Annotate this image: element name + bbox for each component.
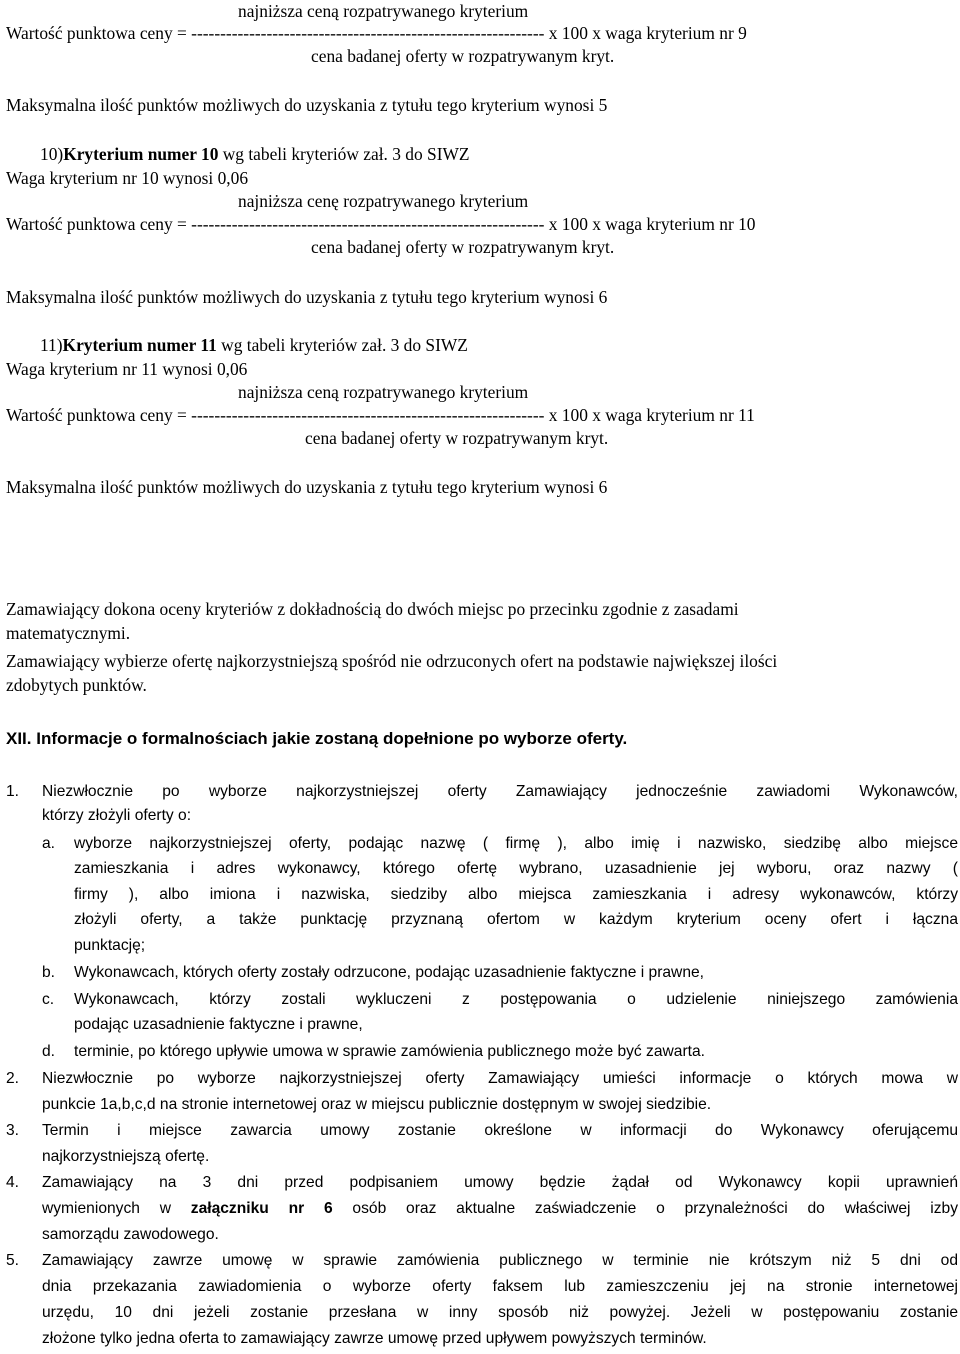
item-2-number: 2. [6,1070,20,1087]
item-d-line1: terminie, po którego upływie umowa w sprawie zamówienia publicznego może być zawarta. [74,1043,705,1060]
item-4-line2-end: osób oraz aktualne zaświadczenie o przynależności do właściwej izby [332,1200,959,1217]
evaluation-p1-line2: matematycznymi. [6,623,131,643]
criterion-10-title [40,143,470,165]
item-3-line2: najkorzystniejszą ofertę. [42,1148,210,1165]
item-5-line3: urzędu, 10 dni jeżeli zostanie przesłana w inny sposób niż powyżej. Jeżeli w postępowaniu zostanie [42,1304,958,1321]
item-c-letter: c. [42,991,55,1008]
criterion-11-denominator: cena badanej oferty w rozpatrywanym kryt. [305,428,609,448]
item-a-line3: firmy ), albo imiona i nazwiska, siedziby albo miejsca zamieszkania i adresy wykonawców, którzy [74,886,958,903]
item-a-line1: wyborze najkorzystniejszej oferty, podając nazwę ( firmę ), albo imię i nazwisko, siedzibę albo miejsce [74,835,958,852]
criterion-10-prefix: 10) [40,144,64,164]
evaluation-p1-line1: Zamawiający dokona oceny kryteriów z dokładnością do dwóch miejsc po przecinku zgodnie z zasadami [6,599,739,619]
criterion-11-bold: Kryterium numer 11 [62,335,217,355]
criterion-10-rest: wg tabeli kryteriów zał. 3 do SIWZ [218,144,470,164]
item-1-line2: którzy złożyli oferty o: [42,807,192,824]
criterion-9-denominator: cena badanej oferty w rozpatrywanym kryt. [311,46,615,66]
item-5-line1: Zamawiający zawrze umowę w sprawie zamówienia publicznego w terminie nie krótszym niż 5 dni od [42,1252,958,1269]
item-3-line1: Termin i miejsce zawarcia umowy zostanie określone w informacji do Wykonawcy oferującemu [42,1122,958,1139]
item-a-line4: złożyli oferty, a także punktację przyznaną ofertom w każdym kryterium oceny ofert i łączna [74,911,958,928]
criterion-11-title [40,334,468,356]
criterion-11-rest: wg tabeli kryteriów zał. 3 do SIWZ [216,335,468,355]
item-b-line1: Wykonawcach, których oferty zostały odrzucone, podając uzasadnienie faktyczne i prawne, [74,964,705,981]
criterion-11-max-points: Maksymalna ilość punktów możliwych do uzyskania z tytułu tego kryterium wynosi 6 [6,477,608,497]
item-c-line2: podając uzasadnienie faktyczne i prawne, [74,1016,363,1033]
item-4-line1: Zamawiający na 3 dni przed podpisaniem umowy będzie żądał od Wykonawcy kopii uprawnień [42,1174,958,1191]
criterion-11-prefix: 11) [40,335,63,355]
item-5-line4: złożone tylko jedna oferta to zamawiający zawrze umowę przed upływem powyższych terminów. [42,1330,707,1347]
attachment-6-reference: załączniku nr 6 [190,1200,333,1217]
item-1-line1: Niezwłocznie po wyborze najkorzystniejszej oferty Zamawiający jednocześnie zawiadomi Wykonawców, [42,783,958,800]
item-c-line1: Wykonawcach, którzy zostali wykluczeni z postępowania o udzielenie niniejszego zamówienia [74,991,958,1008]
item-1-number: 1. [6,783,20,800]
criterion-11-numerator: najniższa ceną rozpatrywanego kryterium [238,382,529,402]
section-xii-heading: XII. Informacje o formalnościach jakie zostaną dopełnione po wyborze oferty. [6,729,628,748]
criterion-10-weight: Waga kryterium nr 10 wynosi 0,06 [6,168,249,188]
criterion-10-formula: Wartość punktowa ceny = ------------------------------------------------------------- x 100 x waga kryterium nr 10 [6,214,756,234]
item-5-line2: dnia przekazania zawiadomienia o wyborze oferty faksem lub zamieszczeniu jej na stronie internetowej [42,1278,958,1295]
evaluation-p2-line2: zdobytych punktów. [6,675,147,695]
item-4-number: 4. [6,1174,20,1191]
item-a-line5: punktację; [74,937,146,954]
criterion-11-weight: Waga kryterium nr 11 wynosi 0,06 [6,359,248,379]
criterion-10-denominator: cena badanej oferty w rozpatrywanym kryt. [311,237,615,257]
item-4-line2 [42,1198,958,1220]
criterion-11-formula: Wartość punktowa ceny = ------------------------------------------------------------- x 100 x waga kryterium nr 11 [6,405,755,425]
criterion-10-max-points: Maksymalna ilość punktów możliwych do uzyskania z tytułu tego kryterium wynosi 6 [6,287,608,307]
item-d-letter: d. [42,1043,56,1060]
item-2-line1: Niezwłocznie po wyborze najkorzystniejszej oferty Zamawiający umieści informacje o których mowa w [42,1070,958,1087]
item-a-letter: a. [42,835,56,852]
criterion-9-max-points: Maksymalna ilość punktów możliwych do uzyskania z tytułu tego kryterium wynosi 5 [6,95,608,115]
criterion-9-numerator: najniższa ceną rozpatrywanego kryterium [238,1,529,21]
item-5-number: 5. [6,1252,20,1269]
criterion-9-formula: Wartość punktowa ceny = ------------------------------------------------------------- x 100 x waga kryterium nr 9 [6,23,747,43]
item-b-letter: b. [42,964,56,981]
item-a-line2: zamieszkania i adres wykonawcy, którego ofertę wybrano, uzasadnienie jej wyboru, oraz nazwy ( [74,860,958,877]
criterion-10-numerator: najniższa cenę rozpatrywanego kryterium [238,191,529,211]
evaluation-p2-line1: Zamawiający wybierze ofertę najkorzystniejszą spośród nie odrzuconych ofert na podstawie największej ilości [6,651,778,671]
item-3-number: 3. [6,1122,20,1139]
item-4-line2-start: wymienionych w [42,1200,191,1217]
item-4-line3: samorządu zawodowego. [42,1226,219,1243]
item-2-line2: punkcie 1a,b,c,d na stronie internetowej oraz w miejscu publicznie dostępnym w swojej siedzibie. [42,1096,712,1113]
criterion-10-bold: Kryterium numer 10 [63,144,219,164]
